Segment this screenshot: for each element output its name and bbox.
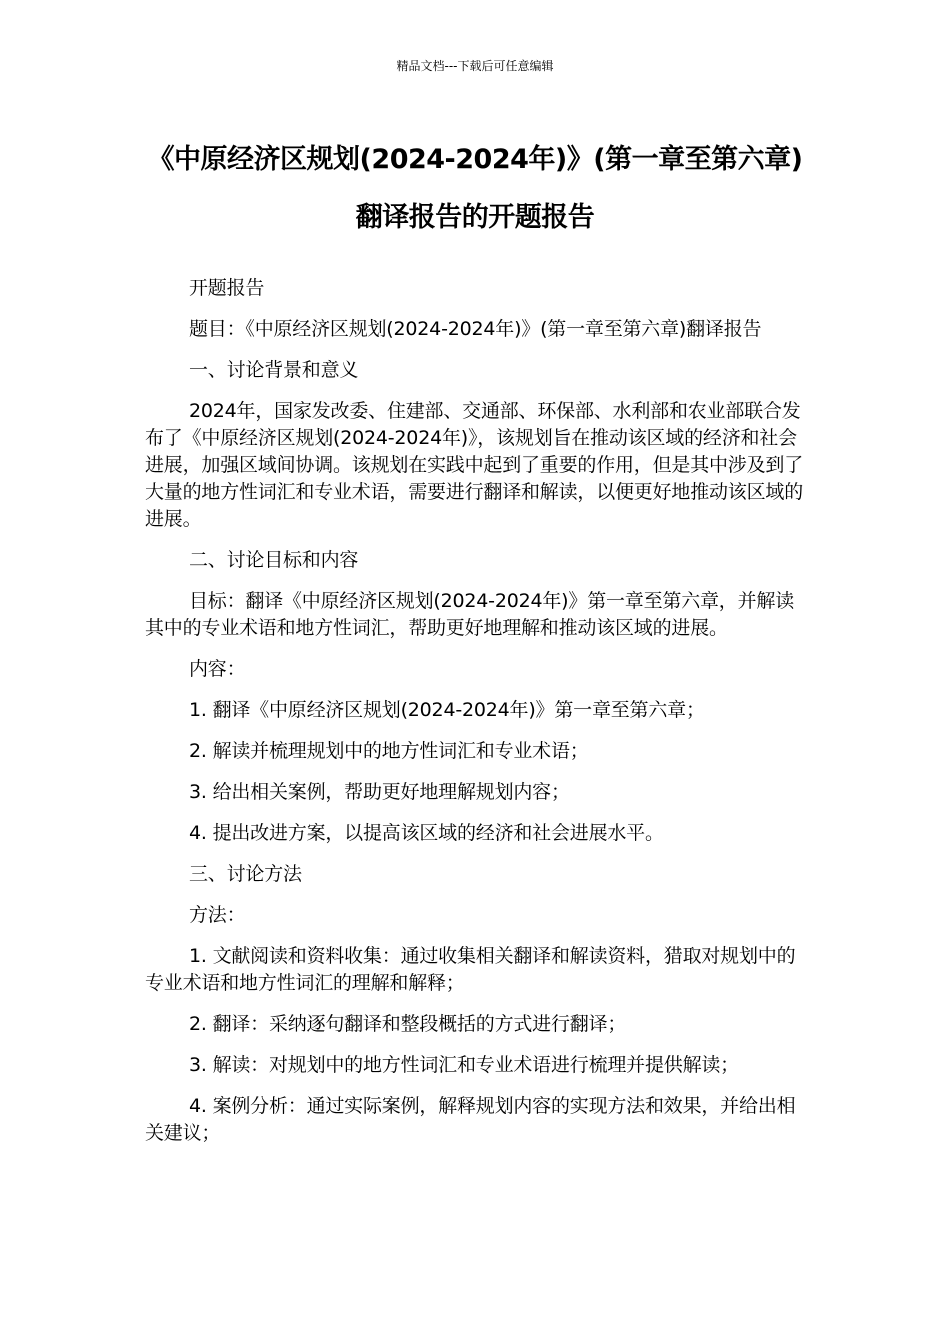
list-item-content-4: 4. 提出改进方案，以提高该区域的经济和社会进展水平。 — [189, 822, 664, 844]
list-item-method-2: 2. 翻译：采纳逐句翻译和整段概括的方式进行翻译； — [189, 1013, 627, 1035]
paragraph-content-label: 内容： — [189, 658, 246, 680]
section-heading-methods: 三、讨论方法 — [189, 863, 302, 885]
paragraph-goal: 目标：翻译《中原经济区规划(2024-2024年)》第一章至第六章，并解读其中的专业术语和地方性词汇，帮助更好地理解和推动该区域的进展。 — [145, 590, 794, 639]
list-item-method-4: 4. 案例分析：通过实际案例，解释规划内容的实现方法和效果，并给出相关建议； — [145, 1095, 796, 1144]
list-item-content-1: 1. 翻译《中原经济区规划(2024-2024年)》第一章至第六章； — [189, 699, 705, 721]
list-item-content-3: 3. 给出相关案例，帮助更好地理解规划内容； — [189, 781, 570, 803]
list-item-method-1: 1. 文献阅读和资料收集：通过收集相关翻译和解读资料，猎取对规划中的专业术语和地方性词汇的理解和解释； — [145, 945, 796, 994]
paragraph-report-label: 开题报告 — [189, 277, 265, 299]
section-heading-background: 一、讨论背景和意义 — [189, 359, 359, 381]
list-item-method-3: 3. 解读：对规划中的地方性词汇和专业术语进行梳理并提供解读； — [189, 1054, 739, 1076]
list-item-content-2: 2. 解读并梳理规划中的地方性词汇和专业术语； — [189, 740, 589, 762]
document-title: 《中原经济区规划(2024-2024年)》(第一章至第六章)翻译报告的开题报告 — [147, 144, 803, 233]
paragraph-method-label: 方法： — [189, 904, 246, 926]
section-heading-goals: 二、讨论目标和内容 — [189, 549, 359, 571]
paragraph-background: 2024年，国家发改委、住建部、交通部、环保部、水利部和农业部联合发布了《中原经济区规划(2024-2024年)》，该规划旨在推动该区域的经济和社会进展，加强区域间协调。该规划在实践中起到了重要的作用，但是其中涉及到了大量的地方性词汇和专业术语，需要进行翻译和解读，以便更好地推动该区域的进展。 — [145, 400, 804, 530]
paragraph-topic: 题目：《中原经济区规划(2024-2024年)》(第一章至第六章)翻译报告 — [189, 318, 762, 340]
document-body — [145, 275, 805, 1161]
header-watermark: 精品文档---下载后可任意编辑 — [396, 59, 554, 73]
